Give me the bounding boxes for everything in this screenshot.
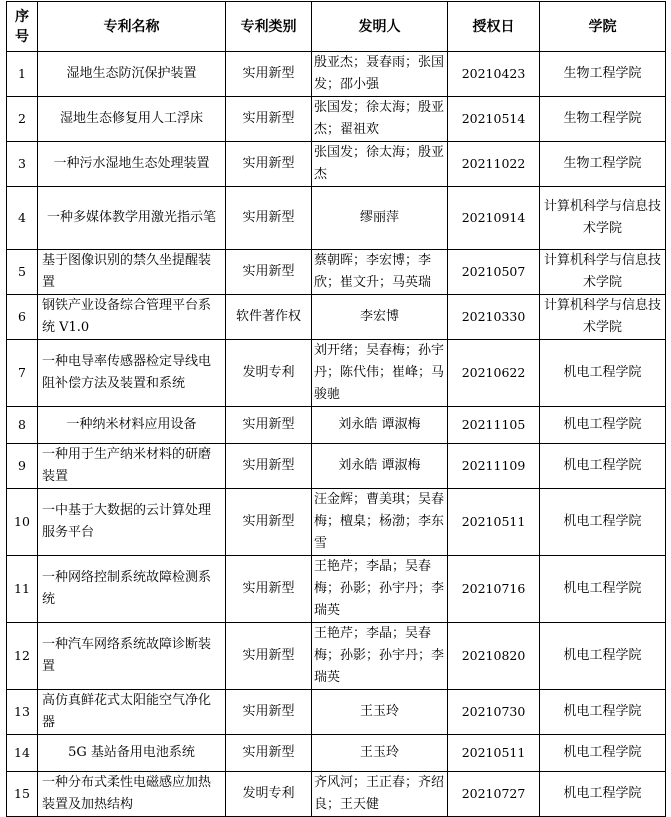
table-row xyxy=(7,295,666,340)
cell-name: 一种分布式柔性电磁感应加热装置及加热结构 xyxy=(38,772,226,817)
cell-type: 实用新型 xyxy=(226,250,312,295)
cell-inventors: 齐风河；王正春；齐绍良；王天健 xyxy=(312,772,448,817)
cell-school: 机电工程学院 xyxy=(540,489,666,556)
table-row xyxy=(7,250,666,295)
cell-type: 发明专利 xyxy=(226,340,312,407)
cell-no: 5 xyxy=(7,250,38,295)
cell-type: 实用新型 xyxy=(226,690,312,735)
cell-school: 机电工程学院 xyxy=(540,340,666,407)
cell-inventors: 殷亚杰；聂春雨；张国发；邵小强 xyxy=(312,52,448,97)
cell-school: 计算机科学与信息技术学院 xyxy=(540,187,666,250)
cell-no: 12 xyxy=(7,623,38,690)
table-row xyxy=(7,52,666,97)
table-row xyxy=(7,489,666,556)
cell-no: 7 xyxy=(7,340,38,407)
cell-type: 实用新型 xyxy=(226,444,312,489)
cell-type: 实用新型 xyxy=(226,623,312,690)
table-row xyxy=(7,407,666,444)
cell-name: 一种汽车网络系统故障诊断装置 xyxy=(38,623,226,690)
table-row xyxy=(7,187,666,250)
cell-inventors: 刘永皓 谭淑梅 xyxy=(312,444,448,489)
cell-type: 实用新型 xyxy=(226,142,312,187)
cell-type: 实用新型 xyxy=(226,97,312,142)
cell-school: 生物工程学院 xyxy=(540,97,666,142)
cell-no: 2 xyxy=(7,97,38,142)
cell-name: 钢铁产业设备综合管理平台系统 V1.0 xyxy=(38,295,226,340)
cell-name: 一中基于大数据的云计算处理服务平台 xyxy=(38,489,226,556)
cell-type: 实用新型 xyxy=(226,407,312,444)
cell-inventors: 汪金辉；曹美琪；吴春梅；檀臬；杨渤；李东雪 xyxy=(312,489,448,556)
table-row xyxy=(7,97,666,142)
cell-date: 20211109 xyxy=(448,444,540,489)
cell-school: 生物工程学院 xyxy=(540,52,666,97)
cell-inventors: 刘开绪；吴春梅；孙宇丹；陈代伟；崔峰；马骏驰 xyxy=(312,340,448,407)
cell-date: 20210727 xyxy=(448,772,540,817)
cell-type: 发明专利 xyxy=(226,772,312,817)
cell-date: 20211022 xyxy=(448,142,540,187)
table-header-row xyxy=(7,2,666,52)
cell-date: 20210622 xyxy=(448,340,540,407)
cell-type: 实用新型 xyxy=(226,489,312,556)
cell-school: 机电工程学院 xyxy=(540,735,666,772)
cell-no: 9 xyxy=(7,444,38,489)
cell-school: 机电工程学院 xyxy=(540,556,666,623)
cell-inventors: 李宏博 xyxy=(312,295,448,340)
cell-name: 湿地生态防沉保护装置 xyxy=(38,52,226,97)
header-type: 专利类别 xyxy=(226,2,312,52)
table-row xyxy=(7,735,666,772)
table-row xyxy=(7,690,666,735)
cell-name: 5G 基站备用电池系统 xyxy=(38,735,226,772)
header-name: 专利名称 xyxy=(38,2,226,52)
cell-name: 高仿真鲜花式太阳能空气净化器 xyxy=(38,690,226,735)
cell-type: 实用新型 xyxy=(226,52,312,97)
cell-school: 机电工程学院 xyxy=(540,690,666,735)
cell-name: 基于图像识别的禁久坐提醒装置 xyxy=(38,250,226,295)
cell-inventors: 王玉玲 xyxy=(312,690,448,735)
cell-no: 14 xyxy=(7,735,38,772)
cell-type: 软件著作权 xyxy=(226,295,312,340)
cell-name: 一种污水湿地生态处理装置 xyxy=(38,142,226,187)
cell-inventors: 缪丽萍 xyxy=(312,187,448,250)
cell-no: 6 xyxy=(7,295,38,340)
cell-school: 生物工程学院 xyxy=(540,142,666,187)
table-row xyxy=(7,623,666,690)
table-row xyxy=(7,142,666,187)
cell-inventors: 王艳芹；李晶；吴春梅；孙影；孙宇丹；李瑞英 xyxy=(312,623,448,690)
cell-inventors: 张国发；徐太海；殷亚杰；翟祖欢 xyxy=(312,97,448,142)
table-row xyxy=(7,772,666,817)
cell-date: 20210511 xyxy=(448,735,540,772)
cell-no: 8 xyxy=(7,407,38,444)
cell-school: 机电工程学院 xyxy=(540,444,666,489)
cell-date: 20210330 xyxy=(448,295,540,340)
cell-date: 20210507 xyxy=(448,250,540,295)
cell-school: 机电工程学院 xyxy=(540,407,666,444)
cell-name: 一种纳米材料应用设备 xyxy=(38,407,226,444)
cell-name: 一种电导率传感器检定导线电阻补偿方法及装置和系统 xyxy=(38,340,226,407)
cell-date: 20210423 xyxy=(448,52,540,97)
cell-date: 20211105 xyxy=(448,407,540,444)
cell-date: 20210820 xyxy=(448,623,540,690)
header-no: 序号 xyxy=(7,2,38,52)
cell-no: 11 xyxy=(7,556,38,623)
cell-type: 实用新型 xyxy=(226,556,312,623)
cell-inventors: 张国发；徐太海；殷亚杰 xyxy=(312,142,448,187)
cell-inventors: 王艳芹；李晶；吴春梅；孙影；孙宇丹；李瑞英 xyxy=(312,556,448,623)
cell-type: 实用新型 xyxy=(226,187,312,250)
cell-date: 20210914 xyxy=(448,187,540,250)
cell-name: 一种网络控制系统故障检测系统 xyxy=(38,556,226,623)
table-row xyxy=(7,340,666,407)
cell-name: 湿地生态修复用人工浮床 xyxy=(38,97,226,142)
table-row xyxy=(7,444,666,489)
patent-table xyxy=(6,1,666,817)
cell-no: 15 xyxy=(7,772,38,817)
cell-school: 计算机科学与信息技术学院 xyxy=(540,250,666,295)
cell-date: 20210511 xyxy=(448,489,540,556)
cell-date: 20210730 xyxy=(448,690,540,735)
table-row xyxy=(7,556,666,623)
cell-date: 20210514 xyxy=(448,97,540,142)
cell-type: 实用新型 xyxy=(226,735,312,772)
cell-inventors: 蔡朝晖；李宏博；李欣；崔文升；马英瑞 xyxy=(312,250,448,295)
cell-no: 4 xyxy=(7,187,38,250)
cell-no: 10 xyxy=(7,489,38,556)
cell-no: 3 xyxy=(7,142,38,187)
cell-date: 20210716 xyxy=(448,556,540,623)
cell-name: 一种多媒体教学用激光指示笔 xyxy=(38,187,226,250)
cell-school: 机电工程学院 xyxy=(540,623,666,690)
cell-school: 机电工程学院 xyxy=(540,772,666,817)
header-school: 学院 xyxy=(540,2,666,52)
cell-inventors: 王玉玲 xyxy=(312,735,448,772)
cell-inventors: 刘永皓 谭淑梅 xyxy=(312,407,448,444)
cell-no: 13 xyxy=(7,690,38,735)
header-date: 授权日 xyxy=(448,2,540,52)
cell-no: 1 xyxy=(7,52,38,97)
cell-school: 计算机科学与信息技术学院 xyxy=(540,295,666,340)
header-inventors: 发明人 xyxy=(312,2,448,52)
cell-name: 一种用于生产纳米材料的研磨装置 xyxy=(38,444,226,489)
